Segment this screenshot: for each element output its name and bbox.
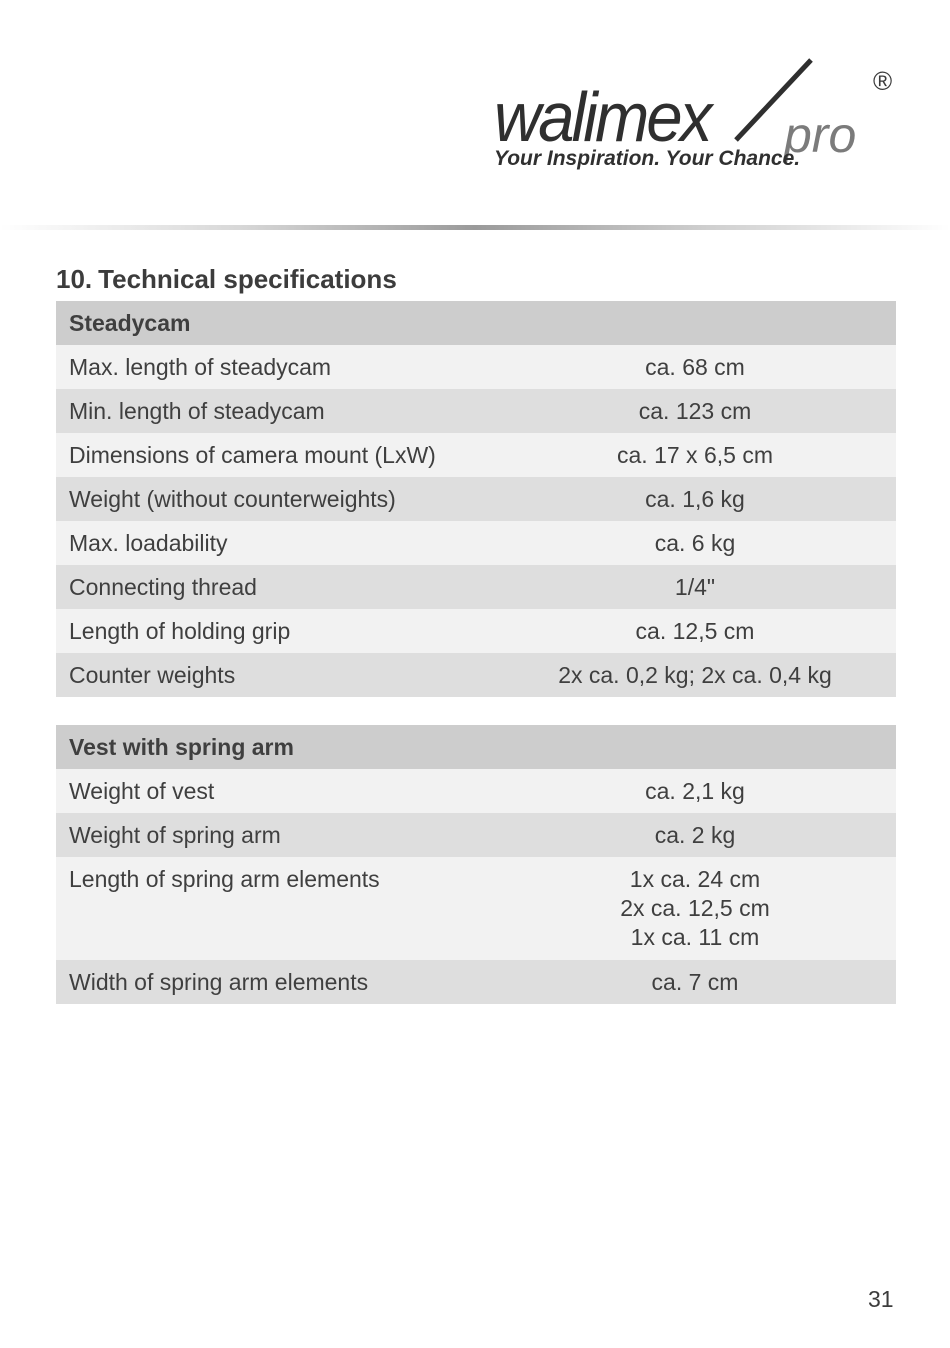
registered-mark: ® [873, 66, 893, 96]
spec-value: ca. 123 cm [494, 389, 896, 433]
vest-spec-table [56, 725, 896, 1004]
table-row [56, 960, 896, 1004]
table-row [56, 857, 896, 960]
spec-value: ca. 1,6 kg [494, 477, 896, 521]
spec-label: Weight of vest [56, 769, 494, 813]
spec-value-list [494, 857, 896, 960]
brand-slogan: Your Inspiration. Your Chance. [494, 147, 801, 170]
spec-value: 1x ca. 24 cm [629, 866, 761, 892]
table-row [56, 521, 896, 565]
section-number: 10. [56, 264, 93, 294]
table-row [56, 653, 896, 697]
table-row [56, 769, 896, 813]
spec-label: Width of spring arm elements [56, 960, 494, 1004]
logo-suffix: pro [784, 107, 857, 163]
table-row [56, 345, 896, 389]
spec-value: ca. 12,5 cm [494, 609, 896, 653]
spec-label: Dimensions of camera mount (LxW) [56, 433, 494, 477]
spec-value: 1/4" [494, 565, 896, 609]
spec-value: ca. 68 cm [494, 345, 896, 389]
spec-value: 2x ca. 12,5 cm [620, 895, 770, 921]
table-header: Steadycam [56, 301, 896, 345]
spec-label: Weight of spring arm [56, 813, 494, 857]
header-divider [0, 225, 950, 230]
spec-value: 2x ca. 0,2 kg; 2x ca. 0,4 kg [494, 653, 896, 697]
steadycam-spec-table [56, 301, 896, 697]
spec-label: Max. loadability [56, 521, 494, 565]
logo-wordmark: walimex [494, 78, 710, 156]
table-row [56, 389, 896, 433]
table-row [56, 609, 896, 653]
table-row [56, 433, 896, 477]
table-header-row [56, 301, 896, 345]
spec-value: ca. 2,1 kg [494, 769, 896, 813]
spec-value: ca. 17 x 6,5 cm [494, 433, 896, 477]
page-number: 31 [868, 1286, 894, 1312]
spec-label: Length of holding grip [56, 609, 494, 653]
table-row [56, 813, 896, 857]
spec-label: Connecting thread [56, 565, 494, 609]
table-row [56, 477, 896, 521]
spec-value: ca. 7 cm [494, 960, 896, 1004]
spec-label: Counter weights [56, 653, 494, 697]
spec-label: Length of spring arm elements [56, 857, 494, 960]
spec-value: 1x ca. 11 cm [630, 924, 760, 950]
table-header: Vest with spring arm [56, 725, 896, 769]
table-row [56, 565, 896, 609]
section-heading [56, 264, 397, 295]
table-header-row [56, 725, 896, 769]
section-title: Technical specifications [98, 264, 397, 294]
spec-label: Weight (without counterweights) [56, 477, 494, 521]
spec-value: ca. 2 kg [494, 813, 896, 857]
spec-label: Min. length of steadycam [56, 389, 494, 433]
spec-label: Max. length of steadycam [56, 345, 494, 389]
spec-value: ca. 6 kg [494, 521, 896, 565]
